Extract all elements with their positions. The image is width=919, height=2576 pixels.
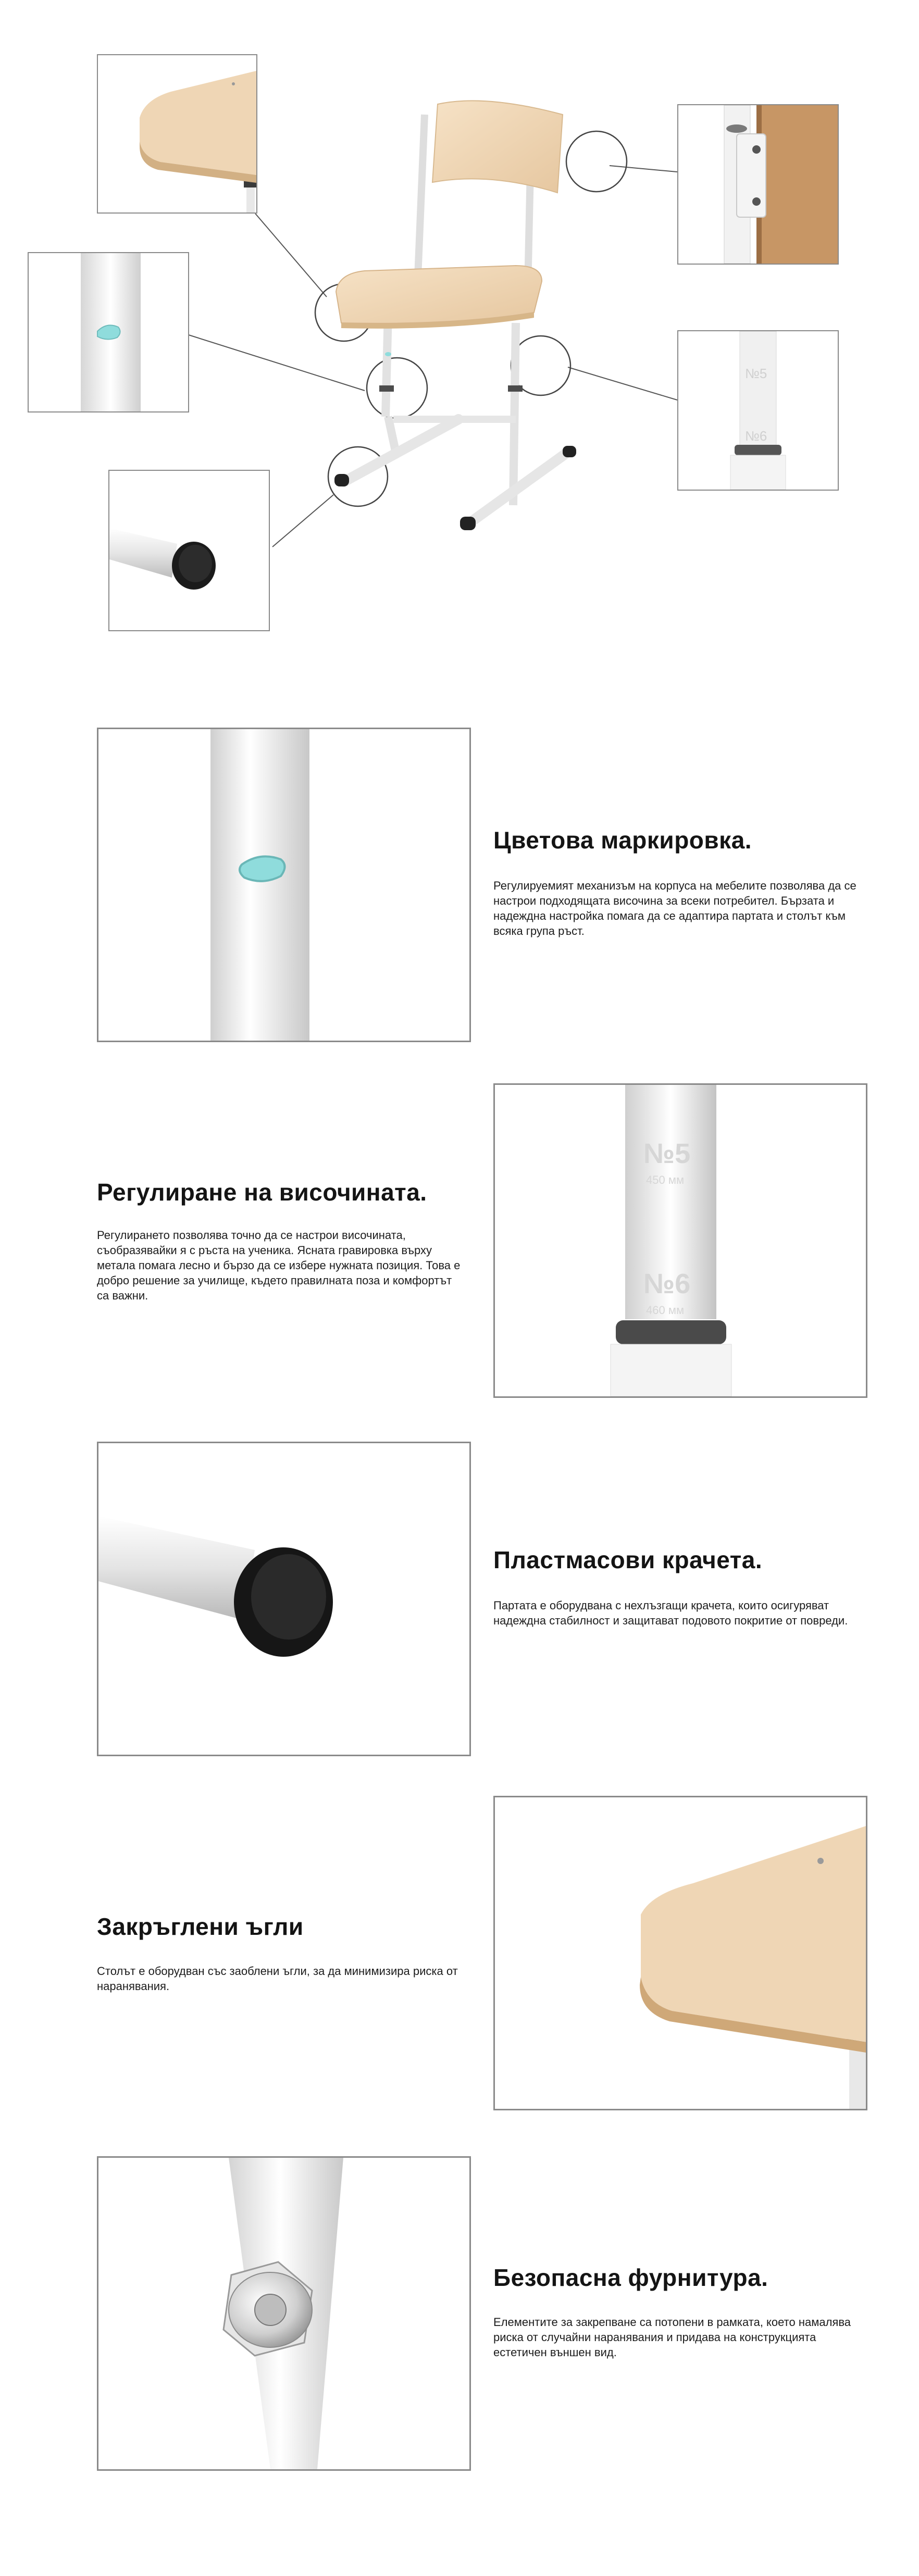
feature-image-safe-hardware	[97, 2156, 471, 2471]
chair-illustration	[297, 94, 620, 552]
callout-color-marker	[28, 252, 189, 412]
callout-height-engraving	[677, 330, 839, 491]
feature-image-plastic-foot	[97, 1442, 471, 1756]
feature-description: Регулирането позволява точно да се настрои височината, съобразявайки я с ръста на ученика. Ясната гравировка върху метала помага лесно и бързо да се избере нужната позиция. Това е добро решение за училище, където правилната поза и комфортът са важни.	[97, 1229, 461, 1302]
feature-image-height-engraving	[493, 1083, 867, 1398]
hero-diagram	[0, 0, 919, 677]
callout-plastic-foot	[108, 470, 270, 631]
engraving-mark-bottom-sub: 460 мм	[646, 1304, 685, 1317]
engraving-mark-top: №5	[643, 1138, 691, 1169]
feature-description: Регулируемият механизъм на корпуса на мебелите позволява да се настрои подходящата височина за всеки потребител. Бързата и надеждна настройка помага да се адаптира партата и столът към всяка група ръст.	[493, 879, 856, 937]
feature-description: Елементите за закрепване са потопени в рамката, което намалява риска от случайни наранявания и придава на конструкцията естетичен външен вид.	[493, 2316, 851, 2359]
feature-image-color-marker	[97, 728, 471, 1042]
feature-title: Закръглени ъгли	[97, 1913, 304, 1940]
svg-text:№6: №6	[745, 428, 767, 444]
feature-image-rounded-corner	[493, 1796, 867, 2110]
callout-desk-corner	[97, 54, 257, 214]
callout-hardware	[677, 104, 839, 265]
feature-title: Пластмасови крачета.	[493, 1546, 763, 1573]
engraving-mark-bottom: №6	[643, 1268, 691, 1299]
engraving-mark-top-sub: 450 мм	[646, 1173, 685, 1186]
svg-text:№5: №5	[745, 366, 767, 381]
feature-title: Безопасна фурнитура.	[493, 2264, 768, 2291]
feature-description: Партата е оборудвана с нехлъзгащи крачета, които осигуряват надеждна стабилност и защитават подовото покритие от повреди.	[493, 1599, 848, 1627]
feature-description: Столът е оборудван със заоблени ъгли, за да минимизира риска от наранявания.	[97, 1965, 458, 1993]
feature-title: Цветова маркировка.	[493, 827, 752, 854]
feature-title: Регулиране на височината.	[97, 1179, 427, 1206]
